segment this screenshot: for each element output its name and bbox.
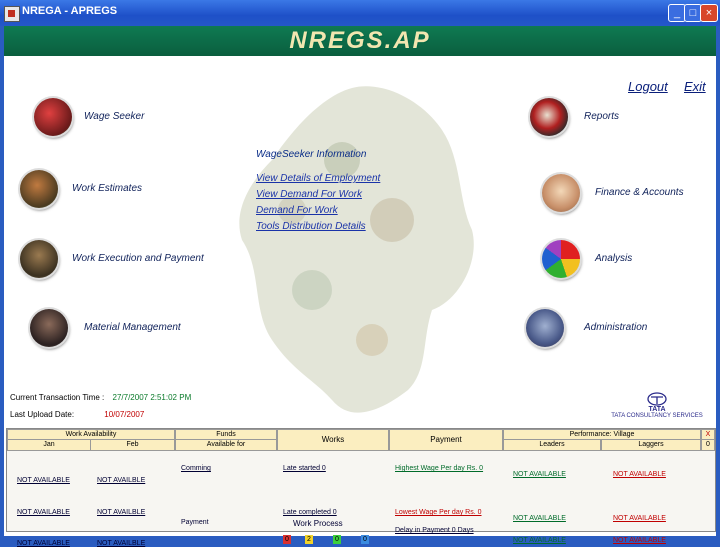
panel-close-x[interactable]: X bbox=[701, 429, 715, 441]
dashboard-panel bbox=[6, 428, 716, 547]
feb-value-1: NOT AVAILBLE bbox=[97, 477, 146, 484]
view-demand-link[interactable]: View Demand For Work bbox=[256, 189, 362, 200]
exit-link[interactable]: Exit bbox=[684, 79, 706, 94]
lagger-value-3: NOT AVAILABLE bbox=[613, 537, 666, 544]
reports-icon bbox=[530, 98, 568, 136]
last-upload-value: 10/07/2007 bbox=[104, 410, 145, 419]
brand-title: NREGS.AP bbox=[289, 27, 431, 54]
finance-accounts-icon bbox=[542, 174, 580, 212]
works-late-started[interactable]: Late started 0 bbox=[283, 465, 326, 472]
work-estimates-label: Work Estimates bbox=[72, 183, 143, 194]
performance-header: Performance: Village bbox=[503, 429, 701, 441]
funds-comming-link[interactable]: Comming bbox=[181, 465, 211, 472]
logout-link[interactable]: Logout bbox=[628, 79, 668, 94]
process-count-red: 0 bbox=[283, 535, 291, 544]
wage-seeker-links bbox=[256, 149, 380, 237]
minimize-button[interactable]: _ bbox=[668, 4, 686, 22]
reports-label: Reports bbox=[584, 111, 620, 122]
material-management-label: Material Management bbox=[84, 322, 181, 333]
lagger-value-2: NOT AVAILABLE bbox=[613, 515, 666, 522]
leader-value-2: NOT AVAILABLE bbox=[513, 515, 566, 522]
window-title: NREGA - APREGS bbox=[22, 5, 118, 17]
wage-seeker-label: Wage Seeker bbox=[84, 111, 145, 122]
month-jan-header: Jan bbox=[7, 439, 91, 451]
lagger-value-1: NOT AVAILABLE bbox=[613, 471, 666, 478]
work-execution-label: Work Execution and Payment bbox=[72, 253, 204, 264]
maximize-button[interactable]: □ bbox=[684, 4, 702, 22]
close-button[interactable]: × bbox=[700, 4, 718, 22]
laggers-header: Laggers bbox=[601, 439, 701, 451]
feb-value-2: NOT AVAILBLE bbox=[97, 509, 146, 516]
funds-payment-label: Payment bbox=[181, 519, 209, 526]
lowest-wage-link[interactable]: Lowest Wage Per day Rs. 0 bbox=[395, 509, 482, 516]
available-for-header: Available for bbox=[175, 439, 277, 451]
work-availability-header: Work Availability bbox=[7, 429, 175, 441]
view-employment-link[interactable]: View Details of Employment bbox=[256, 173, 381, 184]
process-count-yellow: 2 bbox=[305, 535, 313, 544]
current-time-label: Current Transaction Time : bbox=[10, 393, 105, 402]
wage-seeker-info-heading: WageSeeker Information bbox=[256, 149, 367, 160]
tata-logo-icon bbox=[647, 392, 667, 406]
current-transaction-time bbox=[10, 393, 191, 402]
last-upload-date bbox=[10, 410, 144, 419]
jan-value-3: NOT AVAILABLE bbox=[17, 540, 70, 547]
tcs-name: TATA CONSULTANCY SERVICES bbox=[611, 413, 703, 419]
tools-distribution-link[interactable]: Tools Distribution Details bbox=[256, 221, 366, 232]
highest-wage-link[interactable]: Highest Wage Per day Rs. 0 bbox=[395, 465, 484, 472]
jan-value-1: NOT AVAILABLE bbox=[17, 477, 70, 484]
administration-icon bbox=[526, 309, 564, 347]
leaders-header: Leaders bbox=[503, 439, 601, 451]
current-time-value: 27/7/2007 2:51:02 PM bbox=[112, 393, 192, 402]
process-count-green: 0 bbox=[333, 535, 341, 544]
month-feb-header: Feb bbox=[90, 439, 175, 451]
jan-value-2: NOT AVAILABLE bbox=[17, 509, 70, 516]
analysis-label: Analysis bbox=[595, 253, 633, 264]
tata-name: TATA bbox=[648, 406, 666, 413]
material-management-icon bbox=[30, 309, 68, 347]
panel-zero: 0 bbox=[701, 439, 715, 451]
funds-header: Funds bbox=[175, 429, 277, 441]
leader-value-3: NOT AVAILABLE bbox=[513, 537, 566, 544]
app-icon bbox=[4, 6, 20, 22]
leader-value-1: NOT AVAILABLE bbox=[513, 471, 566, 478]
pie-chart-icon bbox=[542, 240, 580, 278]
feb-value-3: NOT AVAILBLE bbox=[97, 540, 146, 547]
app-client-area bbox=[4, 26, 716, 547]
last-upload-label: Last Upload Date: bbox=[10, 410, 75, 419]
administration-label: Administration bbox=[584, 322, 648, 333]
header-banner bbox=[4, 26, 716, 56]
title-bar bbox=[0, 0, 720, 26]
works-process-label: Work Process bbox=[293, 519, 343, 528]
state-map-image bbox=[232, 70, 482, 430]
wage-seeker-icon bbox=[34, 98, 72, 136]
tata-logo bbox=[602, 392, 712, 419]
works-header: Works bbox=[277, 429, 389, 451]
work-execution-icon bbox=[20, 240, 58, 278]
demand-for-work-link[interactable]: Demand For Work bbox=[256, 205, 338, 216]
works-late-completed[interactable]: Late completed 0 bbox=[283, 509, 337, 516]
delay-payment-link[interactable]: Delay in Payment 0 Days bbox=[395, 527, 474, 534]
finance-accounts-label: Finance & Accounts bbox=[595, 187, 684, 198]
work-estimates-icon bbox=[20, 170, 58, 208]
process-count-blue: 0 bbox=[361, 535, 369, 544]
payment-header: Payment bbox=[389, 429, 503, 451]
